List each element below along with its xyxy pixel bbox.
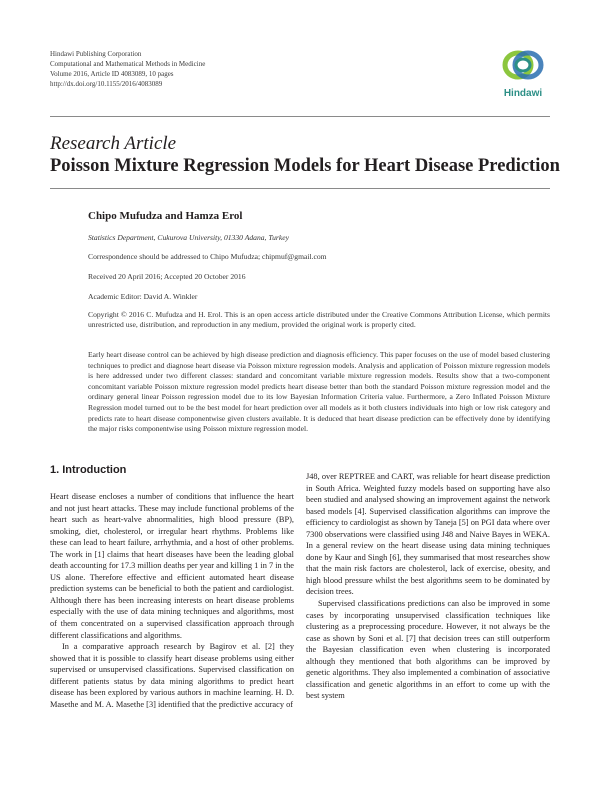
volume-info: Volume 2016, Article ID 4083089, 10 pages (50, 70, 174, 78)
paragraph: In a comparative approach research by Bagirov et al. [2] they showed that it is possible to classify heart disease problems using either supervised or unsupervised classifications. Supervised classification on different patients status by data mining algorithms to predict heart disease has been explored by various authors in machine learning. H. D. Masethe and M. A. Masethe [3] identified that the predictive accuracy of (50, 642, 294, 709)
affiliation: Statistics Department, Cukurova University, 01330 Adana, Turkey (88, 233, 290, 242)
paragraph: J48, over REPTREE and CART, was reliable for heart disease prediction in South Africa. Weighted fuzzy models based on supporting have also been studied and analysed showing an improvement against the network based models [4]. Supervised classification algorithms can improve the efficiency to cardiologist as shown by Taneja [5] on PGI data where over 7300 observations were classified using J48 and Naive Bayes in WEKA. In a general review on the heart disease using data mining techniques done by Kaur and Singh [6], they summarised that most researches show that the main risk factors are cholesterol, lack of exercise, obesity, and high blood pressure whilst the best algorithms seem to be dominated by decision trees. (306, 472, 550, 597)
authors: Chipo Mufudza and Hamza Erol (88, 210, 243, 222)
title-divider (50, 188, 550, 189)
article-title: Poisson Mixture Regression Models for Heart Disease Prediction (50, 156, 560, 176)
doi-link[interactable]: http://dx.doi.org/10.1155/2016/4083089 (50, 80, 163, 88)
journal-header (50, 49, 205, 89)
body-column-left (50, 491, 294, 710)
publisher: Hindawi Publishing Corporation (50, 50, 142, 58)
section-heading: 1. Introduction (50, 464, 127, 476)
logo-text: Hindawi (503, 88, 543, 99)
hindawi-logo-icon (497, 45, 549, 87)
hindawi-logo (497, 45, 549, 105)
header-divider (50, 116, 550, 117)
copyright: Copyright © 2016 C. Mufudza and H. Erol. This is an open access article distributed under the Creative Commons Attribution License, which permits unrestricted use, distribution, and reproduction in any medium, provided the original work is properly cited. (88, 310, 550, 329)
body-column-right (306, 471, 550, 702)
academic-editor: Academic Editor: David A. Winkler (88, 292, 198, 301)
article-type: Research Article (50, 133, 177, 154)
abstract: Early heart disease control can be achieved by high disease prediction and diagnosis efficiency. This paper focuses on the use of model based clustering techniques to predict and diagnose heart disease via Poisson mixture regression models. Analysis and application of Poisson mixture regression models is here addressed under two different classes: standard and concomitant variable mixture regression models. Results show that a two-component concomitant variable Poisson mixture regression model predicts heart disease better than both the standard Poisson mixture regression model and the ordinary general linear Poisson regression model due to its low Bayesian Information Criteria value. Furthermore, a Zero Inflated Poisson Mixture Regression model turned out to be the best model for heart prediction over all models as it both clusters individuals into high or low risk category and predicts rate to heart disease componentwise given clusters available. It is deduced that heart disease prediction can be effectively done by identifying the major risks componentwise using Poisson mixture regression model. (88, 350, 550, 434)
journal-name: Computational and Mathematical Methods in Medicine (50, 60, 206, 68)
paragraph: Supervised classifications predictions can also be improved in some cases by incorporating unsupervised classification techniques like clustering as a preprocessing procedure. However, it not always be the case as shown by Soni et al. [7] that decision trees can still outperform the Bayesian classification even when clustering is incorporated although they mentioned that both algorithms can be improved by genetic algorithms. They also implemented a combination of associative classification and genetic algorithms in an effort to come up with the best system (306, 599, 550, 701)
paragraph: Heart disease encloses a number of conditions that influence the heart and not just heart attacks. These may include functional problems of the heart such as heart-valve abnormalities, high blood pressure (BP), smoking, diet, cholesterol, or irregular heart rhythms. Problems like these can lead to heart failure, arrhythmia, and a host of other problems. The work in [1] claims that heart diseases have been the leading global death accounting for 17.3 million deaths per year and killing 1 in 7 in the US alone. Therefore effective and efficient automated heart disease prediction systems can be beneficial to both the patient and cardiologist. Although there has been increasing interests on heart disease problems especially with the use of data mining techniques and algorithms, most of them concentrated on a supervised classification approach through different classifications and algorithms. (50, 492, 294, 640)
dates: Received 20 April 2016; Accepted 20 October 2016 (88, 272, 246, 281)
correspondence: Correspondence should be addressed to Chipo Mufudza; chipmuf@gmail.com (88, 252, 327, 261)
